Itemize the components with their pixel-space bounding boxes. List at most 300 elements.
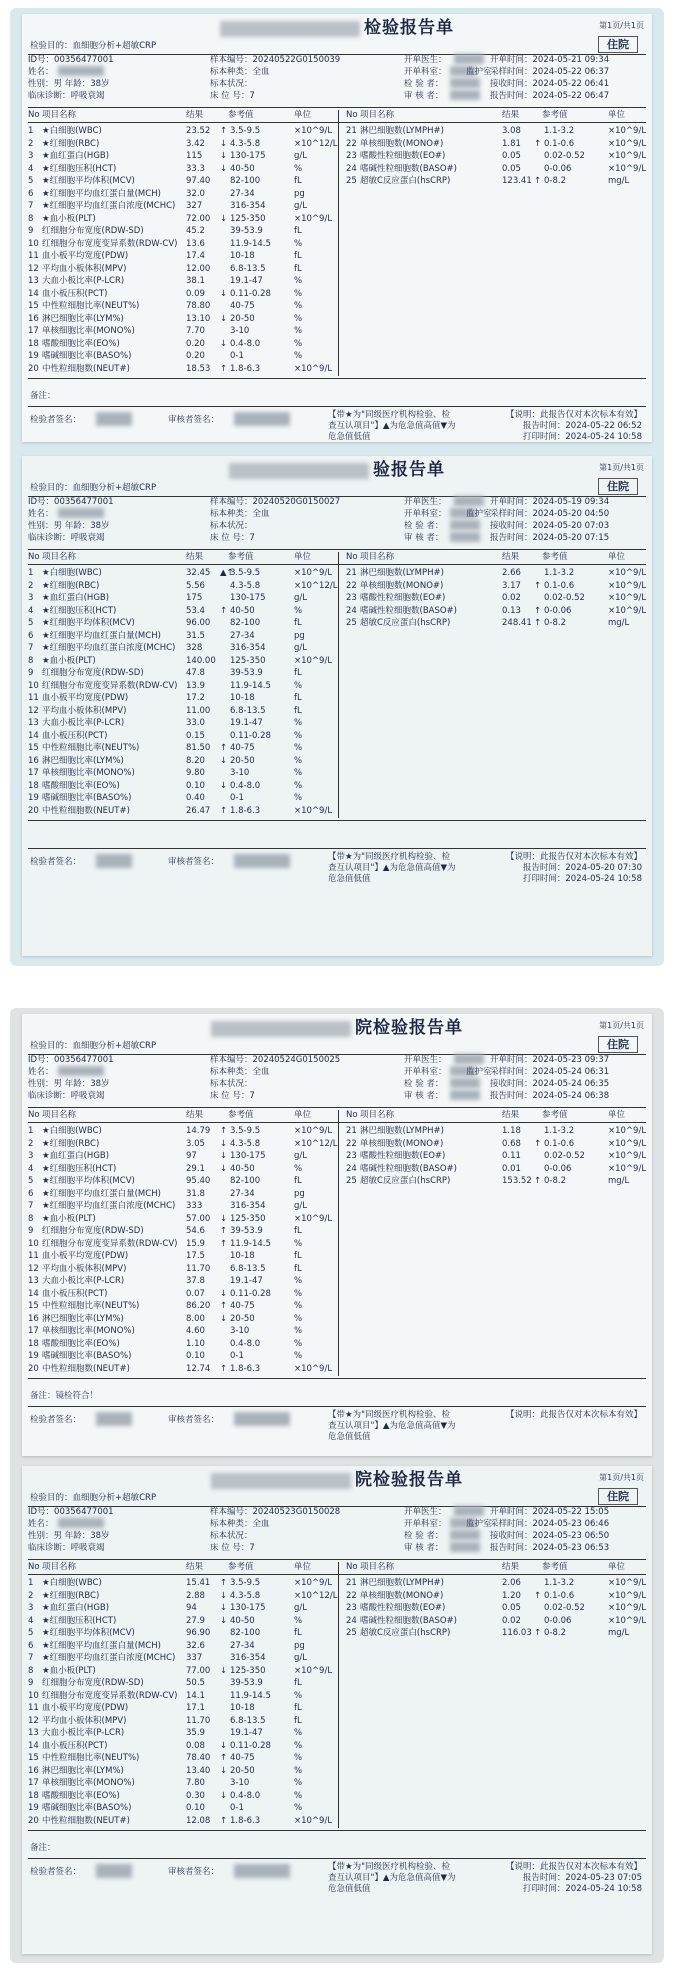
cell-result: 78.80 <box>186 301 211 311</box>
header-dept: 开单科室： <box>404 67 447 77</box>
cell-result: 97 <box>186 1151 197 1161</box>
cell-unit: ×10^9/L <box>608 568 647 578</box>
cell-unit: fL <box>294 1628 302 1638</box>
cell-name: ★红细胞压积(HCT) <box>42 1163 117 1174</box>
cell-result: 38.1 <box>186 276 205 286</box>
redacted-patient-name <box>58 66 104 76</box>
rule <box>28 1406 646 1407</box>
cell-ref: 3-10 <box>230 1778 250 1788</box>
cell-name: 超敏C反应蛋白(hsCRP) <box>360 1628 451 1638</box>
table-row <box>28 1641 646 1654</box>
cell-unit: % <box>294 338 303 349</box>
cell-flag: ↓ <box>220 213 228 224</box>
cell-result: 337 <box>186 1653 203 1663</box>
cell-ref: 10-18 <box>230 693 255 703</box>
cell-name: 单核细胞比率(MONO%) <box>42 1778 135 1788</box>
tester-signature <box>96 854 132 868</box>
cell-no: 24 <box>346 1163 357 1174</box>
cell-ref: 40-50 <box>230 1163 255 1174</box>
cell-name: 平均血小板体积(MPV) <box>42 1715 127 1726</box>
footer-report-time: 报告时间：2024-05-23 07:05 <box>522 1873 642 1883</box>
rule <box>28 820 646 821</box>
cell-unit: pg <box>294 1188 305 1199</box>
cell-ref: 3-10 <box>230 768 250 778</box>
redacted-patient-name <box>58 1518 104 1528</box>
cell-name: 淋巴细胞数(LYMPH#) <box>360 568 444 578</box>
rule <box>28 122 646 123</box>
photo-card-bottom <box>10 1008 664 1963</box>
cell-result: 86.20 <box>186 1301 211 1311</box>
report-header <box>22 1508 652 1558</box>
cell-no: 16 <box>28 313 39 324</box>
header-name-label: 姓名： <box>28 1519 54 1529</box>
column-header-no: No <box>28 552 40 562</box>
cell-unit: ×10^9/L <box>608 1126 647 1136</box>
header-diagnosis: 临床诊断：呼吸衰竭 <box>28 533 105 543</box>
report-footer <box>28 1862 646 1902</box>
header-dept-suffix: 监护室 <box>466 1519 492 1529</box>
cell-unit: ×10^9/L <box>294 1665 333 1676</box>
redacted-patient-name <box>58 1066 104 1076</box>
header-reviewer: 审 核 者： <box>404 91 444 101</box>
report-title <box>22 1020 652 1037</box>
remark: 备注： <box>30 1843 56 1853</box>
cell-name: 嗜碱性粒细胞数(BASO#) <box>360 163 457 174</box>
cell-name: 超敏C反应蛋白(hsCRP) <box>360 176 451 186</box>
cell-no: 24 <box>346 1615 357 1626</box>
reviewer-signature <box>234 1864 290 1878</box>
column-header-ref: 参考值 <box>542 1110 568 1120</box>
cell-unit: fL <box>294 705 302 716</box>
cell-ref: 6.8-13.5 <box>230 1263 266 1274</box>
redacted-hospital-name <box>211 1473 351 1489</box>
cell-unit: fL <box>294 251 302 261</box>
cell-name: 红细胞分布宽度(RDW-SD) <box>42 1226 144 1236</box>
cell-result: 11.70 <box>186 1715 211 1726</box>
cell-no: 2 <box>28 1138 34 1149</box>
cell-name: 中性粒细胞数(NEUT#) <box>42 805 130 816</box>
cell-flag: ↓ <box>220 1603 228 1613</box>
cell-unit: % <box>294 1690 303 1701</box>
redacted-hospital-name <box>220 21 360 37</box>
cell-flag: ↑ <box>220 1301 228 1311</box>
table-row <box>28 1716 646 1729</box>
cell-result: 17.2 <box>186 693 205 703</box>
table-row <box>28 1139 646 1152</box>
cell-name: ★红细胞平均体积(MCV) <box>42 1628 135 1638</box>
cell-ref: 0.4-8.0 <box>230 1790 261 1801</box>
cell-no: 10 <box>28 238 39 249</box>
report-title <box>22 20 652 37</box>
cell-name: 淋巴细胞比率(LYM%) <box>42 1313 124 1324</box>
cell-unit: % <box>294 1163 303 1174</box>
cell-flag: ↑ <box>534 580 542 591</box>
cell-ref: 130-175 <box>230 1151 266 1161</box>
rule <box>28 1559 646 1560</box>
rule <box>28 1378 646 1379</box>
cell-name: 单核细胞数(MONO#) <box>360 1590 444 1601</box>
cell-no: 16 <box>28 755 39 766</box>
cell-result: 18.53 <box>186 363 211 374</box>
cell-ref: 125-350 <box>230 1665 266 1676</box>
cell-unit: fL <box>294 1703 302 1713</box>
header-order-time: 开单时间：2024-05-19 09:34 <box>490 497 610 507</box>
cell-result: 0.05 <box>502 163 521 174</box>
cell-name: 嗜酸细胞比率(EO%) <box>42 338 120 349</box>
cell-name: ★血红蛋白(HGB) <box>42 1603 110 1613</box>
cell-unit: fL <box>294 668 302 678</box>
column-divider <box>338 552 339 818</box>
cell-unit: % <box>294 1728 303 1738</box>
table-row <box>28 1226 646 1239</box>
rule <box>28 1122 646 1123</box>
cell-name: 血小板平均宽度(PDW) <box>42 251 129 261</box>
cell-unit: % <box>294 1740 303 1751</box>
lab-report <box>22 1014 652 1456</box>
cell-flag: ↓ <box>220 151 228 161</box>
column-header-unit: 单位 <box>608 552 626 562</box>
cell-ref: 6.8-13.5 <box>230 263 266 274</box>
column-header-item: 项目名称 <box>42 1110 77 1120</box>
cell-unit: % <box>294 1765 303 1776</box>
report-times <box>506 410 642 443</box>
header-dept-suffix: 监护室 <box>466 1067 492 1077</box>
cell-unit: ×10^9/L <box>294 1213 333 1224</box>
cell-name: 大血小板比率(P-LCR) <box>42 1728 125 1738</box>
column-header-result: 结果 <box>186 552 204 562</box>
cell-unit: % <box>294 351 303 361</box>
cell-unit: % <box>294 768 303 778</box>
column-header-unit: 单位 <box>294 110 312 120</box>
cell-result: 17.5 <box>186 1251 205 1261</box>
remark: 备注： <box>30 391 56 401</box>
cell-result: 54.6 <box>186 1226 205 1236</box>
cell-no: 11 <box>28 1251 39 1261</box>
column-header-no: No <box>28 1562 40 1572</box>
page-number: 第1页/共1页 <box>599 1021 644 1030</box>
cell-no: 1 <box>28 1126 34 1136</box>
cell-no: 9 <box>28 668 34 678</box>
column-header-no: No <box>346 552 358 562</box>
cell-unit: ×10^9/L <box>608 593 647 603</box>
cell-name: 血小板压积(PCT) <box>42 1288 108 1299</box>
cell-no: 24 <box>346 605 357 616</box>
table-row <box>28 1741 646 1754</box>
cell-name: 嗜酸细胞比率(EO%) <box>42 1790 120 1801</box>
cell-result: 29.1 <box>186 1163 205 1174</box>
cell-unit: fL <box>294 1251 302 1261</box>
table-row <box>28 1678 646 1691</box>
cell-ref: 6.8-13.5 <box>230 1715 266 1726</box>
cell-no: 4 <box>28 163 34 174</box>
cell-result: 0.11 <box>502 1151 521 1161</box>
cell-ref: 0-8.2 <box>544 1176 566 1186</box>
redacted-tester <box>450 1078 480 1088</box>
cell-name: ★红细胞平均体积(MCV) <box>42 1176 135 1186</box>
column-header-ref: 参考值 <box>542 552 568 562</box>
cell-unit: ×10^12/L <box>294 1590 338 1601</box>
report-title <box>22 1472 652 1489</box>
cell-result: 13.9 <box>186 680 205 691</box>
cell-no: 10 <box>28 680 39 691</box>
cell-result: 32.45 <box>186 568 211 578</box>
cell-no: 11 <box>28 693 39 703</box>
cell-flag: ↑ <box>220 1126 228 1136</box>
header-report-time: 报告时间：2024-05-24 06:38 <box>490 1091 610 1101</box>
cell-unit: ×10^9/L <box>608 1615 647 1626</box>
header-sample-type: 标本种类：全血 <box>210 1519 270 1529</box>
result-table-right <box>28 1126 646 1189</box>
column-header-ref: 参考值 <box>228 552 254 562</box>
cell-result: 2.06 <box>502 1578 521 1588</box>
column-header-ref: 参考值 <box>542 1562 568 1572</box>
cell-unit: % <box>294 718 303 728</box>
table-row <box>28 668 646 681</box>
cell-no: 9 <box>28 1226 34 1236</box>
cell-flag: ↓ <box>220 1740 228 1751</box>
cell-ref: 1.8-6.3 <box>230 1815 261 1826</box>
redacted-doctor <box>454 1054 484 1064</box>
cell-ref: 125-350 <box>230 213 266 224</box>
cell-name: ★红细胞(RBC) <box>42 1590 100 1601</box>
cell-no: 2 <box>28 580 34 591</box>
report-footer <box>28 1410 646 1450</box>
cell-ref: 3.5-9.5 <box>230 1578 261 1588</box>
cell-no: 3 <box>28 1151 34 1161</box>
header-sample-type: 标本种类：全血 <box>210 1067 270 1077</box>
cell-unit: % <box>294 276 303 286</box>
header-sample-no: 样本编号：20240524G0150025 <box>210 1055 341 1065</box>
header-sample-state: 标本状况： <box>210 79 253 89</box>
tester-signature-label: 检验者签名： <box>30 1415 82 1425</box>
cell-flag: ↑ <box>220 126 228 136</box>
cell-result: 3.05 <box>186 1138 205 1149</box>
column-header-unit: 单位 <box>294 1110 312 1120</box>
cell-unit: fL <box>294 1678 302 1688</box>
rule <box>28 848 646 849</box>
table-row <box>28 706 646 719</box>
cell-result: 0.40 <box>186 793 205 803</box>
cell-no: 22 <box>346 580 357 591</box>
print-time: 打印时间：2024-05-24 10:58 <box>522 874 642 884</box>
table-row <box>28 1728 646 1741</box>
cell-no: 4 <box>28 1163 34 1174</box>
cell-result: 35.9 <box>186 1728 205 1738</box>
cell-result: 1.18 <box>502 1126 521 1136</box>
table-row <box>28 1803 646 1816</box>
cell-no: 8 <box>28 213 34 224</box>
cell-unit: ×10^9/L <box>294 1363 333 1374</box>
cell-result: 15.9 <box>186 1238 205 1249</box>
cell-result: 1.20 <box>502 1590 521 1601</box>
table-row <box>28 1816 646 1829</box>
cell-unit: % <box>294 326 303 336</box>
cell-ref: 11.9-14.5 <box>230 1690 271 1701</box>
redacted-reviewer <box>450 1542 480 1552</box>
column-header-item: 项目名称 <box>360 552 395 562</box>
table-row <box>28 756 646 769</box>
cell-no: 3 <box>28 593 34 603</box>
inpatient-badge: 住院 <box>598 1488 638 1505</box>
redacted-hospital-name <box>211 1021 351 1037</box>
remark: 备注：镜检符合！ <box>30 1391 99 1401</box>
cell-no: 15 <box>28 301 39 311</box>
cell-flag: ↓ <box>220 1213 228 1224</box>
cell-unit: ×10^9/L <box>294 805 333 816</box>
table-row <box>28 176 646 189</box>
cell-name: 中性粒细胞数(NEUT#) <box>42 1363 130 1374</box>
cell-unit: pg <box>294 188 305 199</box>
table-row <box>28 189 646 202</box>
reviewer-signature-label: 审核者签名： <box>168 1867 220 1877</box>
cell-result: 11.70 <box>186 1263 211 1274</box>
cell-no: 12 <box>28 1263 39 1274</box>
tester-signature <box>96 412 132 426</box>
table-row <box>28 1126 646 1139</box>
cell-no: 20 <box>28 363 39 374</box>
cell-name: 单核细胞比率(MONO%) <box>42 768 135 778</box>
cell-result: 13.6 <box>186 238 205 249</box>
table-row <box>28 1666 646 1679</box>
cell-ref: 125-350 <box>230 655 266 666</box>
cell-ref: 3-10 <box>230 326 250 336</box>
cell-unit: fL <box>294 1715 302 1726</box>
cell-name: 嗜酸细胞比率(EO%) <box>42 1338 120 1349</box>
table-row <box>28 656 646 669</box>
cell-unit: ×10^9/L <box>294 655 333 666</box>
table-row <box>28 1766 646 1779</box>
cell-unit: fL <box>294 226 302 236</box>
header-reviewer: 审 核 者： <box>404 533 444 543</box>
cell-no: 2 <box>28 138 34 149</box>
cell-unit: % <box>294 743 303 753</box>
table-row <box>28 1314 646 1327</box>
header-sample-no: 样本编号：20240520G0150027 <box>210 497 341 507</box>
cell-unit: ×10^9/L <box>294 1126 333 1136</box>
cell-result: 37.8 <box>186 1276 205 1286</box>
cell-result: 53.4 <box>186 605 205 616</box>
cell-flag: ▲↑ <box>220 568 234 578</box>
table-row <box>28 326 646 339</box>
table-row <box>28 1691 646 1704</box>
cell-ref: 0.4-8.0 <box>230 338 261 349</box>
table-row <box>28 351 646 364</box>
column-header-unit: 单位 <box>608 110 626 120</box>
cell-no: 5 <box>28 1628 34 1638</box>
cell-no: 9 <box>28 226 34 236</box>
cell-name: 血小板压积(PCT) <box>42 288 108 299</box>
cell-no: 25 <box>346 618 357 628</box>
cell-no: 22 <box>346 1590 357 1601</box>
cell-ref: 19.1-47 <box>230 276 263 286</box>
cell-no: 13 <box>28 1728 39 1738</box>
cell-ref: 130-175 <box>230 151 266 161</box>
cell-name: ★红细胞平均血红蛋白量(MCH) <box>42 1188 161 1199</box>
cell-no: 7 <box>28 1653 34 1663</box>
cell-flag: ↓ <box>220 1288 228 1299</box>
cell-flag: ↓ <box>220 1765 228 1776</box>
cell-no: 17 <box>28 326 39 336</box>
cell-no: 6 <box>28 630 34 641</box>
cell-result: 13.10 <box>186 313 211 324</box>
cell-unit: ×10^9/L <box>608 1151 647 1161</box>
cell-unit: ×10^9/L <box>294 568 333 578</box>
cell-unit: ×10^12/L <box>294 580 338 591</box>
cell-unit: % <box>294 1276 303 1286</box>
header-ordering-doctor: 开单医生： <box>404 497 447 507</box>
cell-no: 8 <box>28 1665 34 1676</box>
cell-name: 红细胞分布宽度(RDW-SD) <box>42 226 144 236</box>
cell-name: ★红细胞平均血红蛋白浓度(MCHC) <box>42 1653 176 1663</box>
cell-no: 17 <box>28 1778 39 1788</box>
cell-flag: ↑ <box>220 805 228 816</box>
cell-ref: 4.3-5.8 <box>230 138 261 149</box>
cell-name: 红细胞分布宽度变异系数(RDW-CV) <box>42 238 178 249</box>
cell-no: 20 <box>28 805 39 816</box>
cell-name: ★红细胞压积(HCT) <box>42 1615 117 1626</box>
table-row <box>28 201 646 214</box>
cell-flag: ↑ <box>534 1628 542 1638</box>
column-divider <box>338 1562 339 1828</box>
cell-no: 19 <box>28 351 39 361</box>
print-time: 打印时间：2024-05-24 10:58 <box>522 432 642 442</box>
table-row <box>28 364 646 377</box>
cell-name: ★血小板(PLT) <box>42 655 96 666</box>
table-row <box>28 618 646 631</box>
redacted-doctor <box>454 496 484 506</box>
cell-no: 1 <box>28 1578 34 1588</box>
cell-no: 14 <box>28 288 39 299</box>
cell-unit: g/L <box>294 1201 307 1211</box>
redacted-hospital-name <box>229 463 369 479</box>
cell-unit: % <box>294 730 303 741</box>
cell-result: 0.13 <box>502 605 521 616</box>
redacted-reviewer <box>450 1090 480 1100</box>
cell-unit: fL <box>294 693 302 703</box>
cell-ref: 11.9-14.5 <box>230 238 271 249</box>
cell-result: 97.40 <box>186 176 211 186</box>
cell-ref: 39-53.9 <box>230 668 263 678</box>
cell-flag: ↑ <box>534 1590 542 1601</box>
cell-unit: % <box>294 605 303 616</box>
header-name-label: 姓名： <box>28 509 54 519</box>
cell-unit: mg/L <box>608 176 630 186</box>
cell-result: 57.00 <box>186 1213 211 1224</box>
cell-unit: ×10^9/L <box>294 363 333 374</box>
table-row <box>28 339 646 352</box>
cell-result: 13.40 <box>186 1765 211 1776</box>
cell-name: 中性粒细胞比率(NEUT%) <box>42 1753 140 1763</box>
cell-name: 嗜酸细胞比率(EO%) <box>42 780 120 791</box>
column-header-result: 结果 <box>186 1562 204 1572</box>
report-header <box>22 498 652 548</box>
table-row <box>28 1778 646 1791</box>
cell-ref: 0.1-0.6 <box>544 1590 575 1601</box>
column-header-result: 结果 <box>502 1562 520 1572</box>
cell-unit: ×10^9/L <box>608 1578 647 1588</box>
cell-name: 平均血小板体积(MPV) <box>42 1263 127 1274</box>
cell-flag: ↓ <box>220 1615 228 1626</box>
cell-unit: g/L <box>294 1653 307 1663</box>
cell-name: 平均血小板体积(MPV) <box>42 705 127 716</box>
cell-result: 1.81 <box>502 138 521 149</box>
cell-unit: g/L <box>294 643 307 653</box>
cell-no: 10 <box>28 1690 39 1701</box>
header-diagnosis: 临床诊断：呼吸衰竭 <box>28 1543 105 1553</box>
cell-result: 32.0 <box>186 188 205 199</box>
table-row <box>28 264 646 277</box>
table-row <box>28 226 646 239</box>
